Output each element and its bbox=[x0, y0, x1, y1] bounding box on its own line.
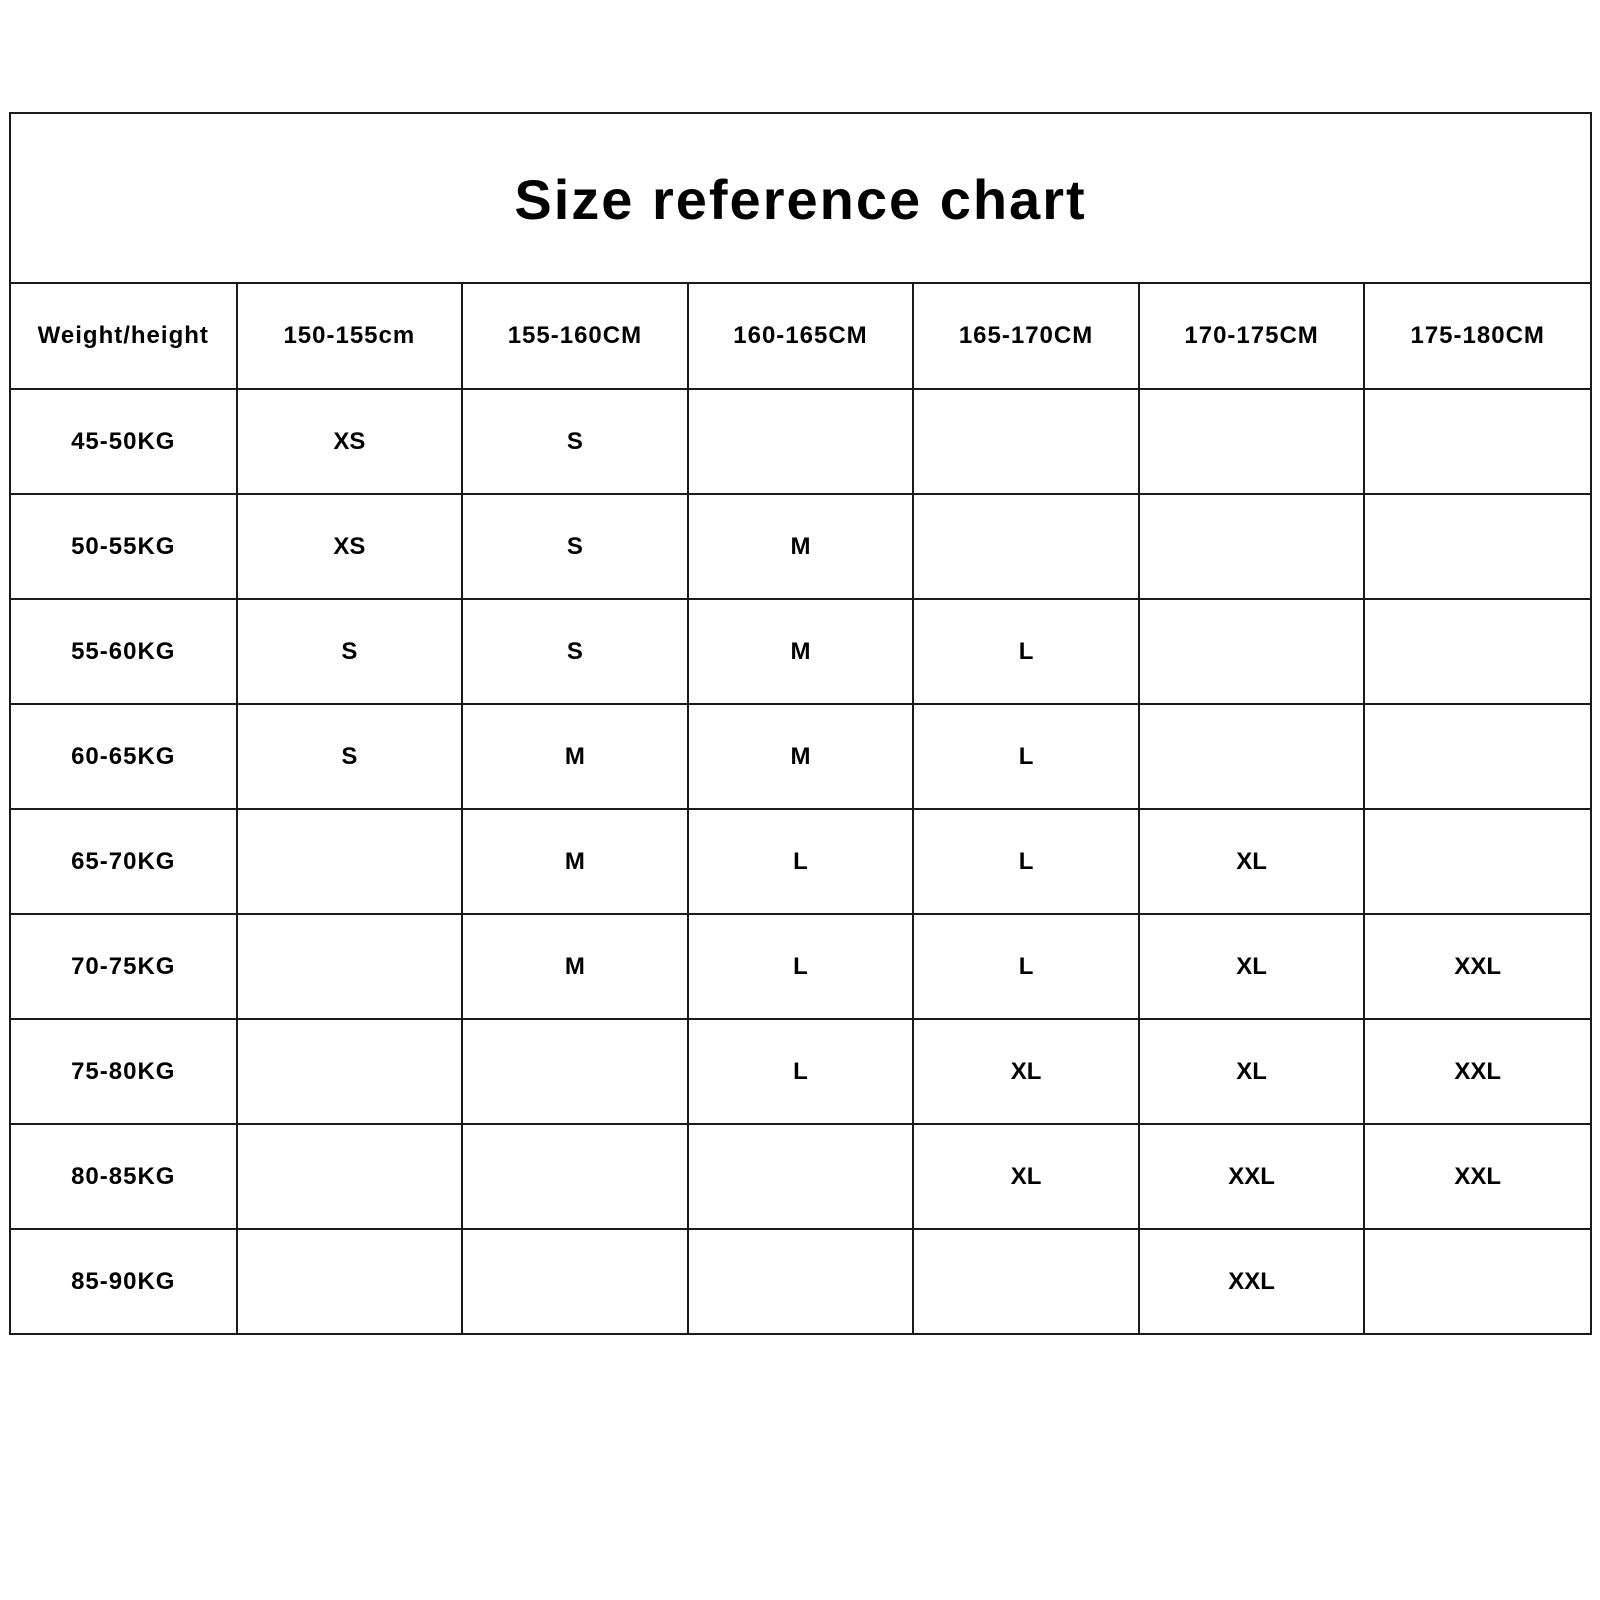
size-cell: M bbox=[688, 599, 914, 704]
size-table-body bbox=[11, 389, 1590, 1334]
size-cell bbox=[1364, 389, 1590, 494]
size-cell: XL bbox=[913, 1019, 1139, 1124]
size-cell: L bbox=[913, 599, 1139, 704]
height-header: 160-165CM bbox=[688, 284, 914, 389]
height-header: 175-180CM bbox=[1364, 284, 1590, 389]
weight-cell: 65-70KG bbox=[11, 809, 237, 914]
size-cell: L bbox=[688, 914, 914, 1019]
size-cell bbox=[688, 1124, 914, 1229]
weight-cell: 55-60KG bbox=[11, 599, 237, 704]
size-cell bbox=[1364, 494, 1590, 599]
size-cell: S bbox=[462, 494, 688, 599]
table-row bbox=[11, 599, 1590, 704]
size-cell bbox=[237, 1124, 463, 1229]
weight-cell: 50-55KG bbox=[11, 494, 237, 599]
size-cell bbox=[688, 1229, 914, 1334]
size-cell bbox=[462, 1019, 688, 1124]
size-cell: XL bbox=[913, 1124, 1139, 1229]
chart-title: Size reference chart bbox=[11, 114, 1590, 284]
size-cell: S bbox=[462, 599, 688, 704]
size-cell: XXL bbox=[1364, 1019, 1590, 1124]
size-cell: L bbox=[688, 1019, 914, 1124]
size-cell: XL bbox=[1139, 914, 1365, 1019]
size-cell: M bbox=[688, 494, 914, 599]
size-cell: M bbox=[688, 704, 914, 809]
header-row bbox=[11, 284, 1590, 389]
table-row bbox=[11, 389, 1590, 494]
size-cell bbox=[688, 389, 914, 494]
size-cell: XXL bbox=[1364, 914, 1590, 1019]
weight-cell: 85-90KG bbox=[11, 1229, 237, 1334]
size-cell bbox=[237, 1019, 463, 1124]
size-cell bbox=[237, 809, 463, 914]
size-cell bbox=[237, 914, 463, 1019]
size-cell: S bbox=[237, 704, 463, 809]
weight-cell: 75-80KG bbox=[11, 1019, 237, 1124]
size-cell: XXL bbox=[1364, 1124, 1590, 1229]
size-cell: L bbox=[913, 809, 1139, 914]
table-row bbox=[11, 1229, 1590, 1334]
size-cell: L bbox=[913, 914, 1139, 1019]
table-row bbox=[11, 1124, 1590, 1229]
size-cell bbox=[1364, 1229, 1590, 1334]
size-cell bbox=[1139, 494, 1365, 599]
size-cell: S bbox=[237, 599, 463, 704]
size-cell: XXL bbox=[1139, 1124, 1365, 1229]
weight-cell: 45-50KG bbox=[11, 389, 237, 494]
weight-cell: 80-85KG bbox=[11, 1124, 237, 1229]
size-cell: M bbox=[462, 914, 688, 1019]
table-row bbox=[11, 704, 1590, 809]
size-cell: XL bbox=[1139, 809, 1365, 914]
size-cell: M bbox=[462, 809, 688, 914]
corner-header: Weight/height bbox=[11, 284, 237, 389]
table-row bbox=[11, 914, 1590, 1019]
size-cell: XXL bbox=[1139, 1229, 1365, 1334]
table-row bbox=[11, 494, 1590, 599]
size-cell bbox=[1139, 599, 1365, 704]
size-cell bbox=[913, 494, 1139, 599]
size-cell: XL bbox=[1139, 1019, 1365, 1124]
weight-cell: 60-65KG bbox=[11, 704, 237, 809]
size-cell: S bbox=[462, 389, 688, 494]
size-cell bbox=[913, 1229, 1139, 1334]
size-cell bbox=[237, 1229, 463, 1334]
weight-cell: 70-75KG bbox=[11, 914, 237, 1019]
height-header: 155-160CM bbox=[462, 284, 688, 389]
size-cell bbox=[913, 389, 1139, 494]
size-cell: XS bbox=[237, 494, 463, 599]
height-header: 165-170CM bbox=[913, 284, 1139, 389]
table-row bbox=[11, 1019, 1590, 1124]
size-cell: L bbox=[688, 809, 914, 914]
size-cell bbox=[462, 1124, 688, 1229]
table-row bbox=[11, 809, 1590, 914]
size-table bbox=[11, 284, 1590, 1335]
size-cell: XS bbox=[237, 389, 463, 494]
size-cell: M bbox=[462, 704, 688, 809]
size-cell bbox=[1364, 809, 1590, 914]
height-header: 170-175CM bbox=[1139, 284, 1365, 389]
size-cell: L bbox=[913, 704, 1139, 809]
size-cell bbox=[462, 1229, 688, 1334]
size-cell bbox=[1139, 389, 1365, 494]
size-cell bbox=[1364, 599, 1590, 704]
size-cell bbox=[1139, 704, 1365, 809]
height-header: 150-155cm bbox=[237, 284, 463, 389]
size-cell bbox=[1364, 704, 1590, 809]
size-chart bbox=[9, 112, 1592, 1335]
